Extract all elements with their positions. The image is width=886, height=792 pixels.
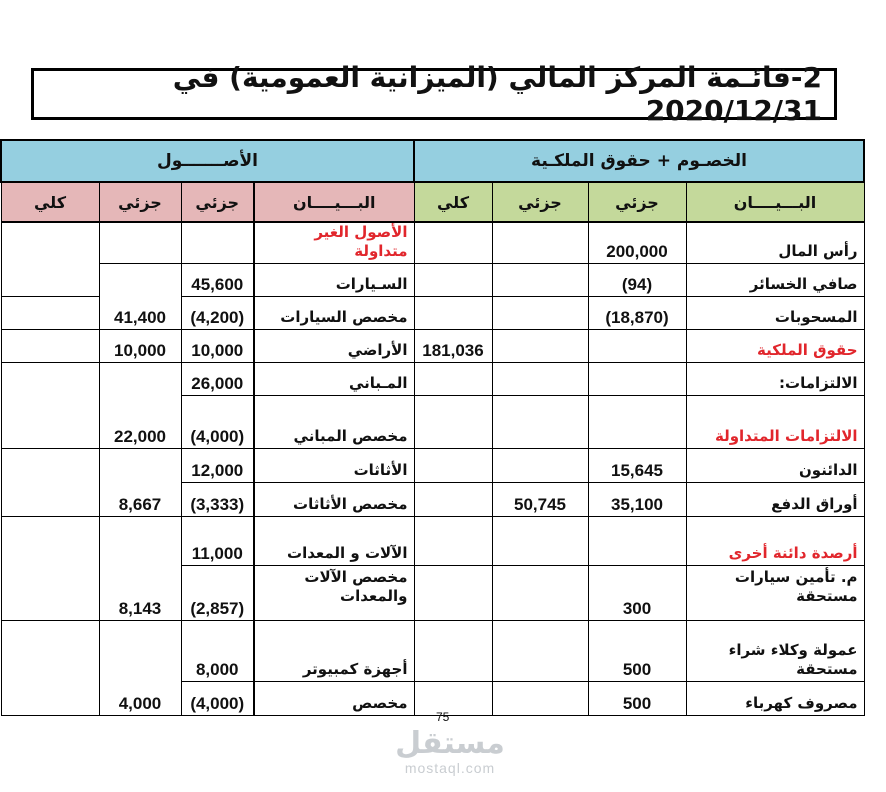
- liab-label-cell: رأس المال: [686, 222, 864, 264]
- table-row: [1, 449, 864, 483]
- asset-label-cell: الأصول الغير متداولة: [254, 222, 414, 264]
- liab-label-cell: م. تأمين سيارات مستحقة: [686, 566, 864, 621]
- liab-kolli-cell: [414, 682, 492, 716]
- asset-juzi1-cell: 26,000: [181, 363, 254, 396]
- liab-kolli-cell: [414, 517, 492, 566]
- asset-kolli-cell: [1, 297, 99, 330]
- liab-juzi2-cell: [492, 396, 588, 449]
- asset-juzi1-cell: (4,000): [181, 396, 254, 449]
- liab-kolli-cell: [414, 264, 492, 297]
- watermark-arabic: مستقل: [395, 726, 505, 761]
- liab-juzi1-cell: 500: [588, 621, 686, 682]
- asset-juzi1-cell: (4,000): [181, 682, 254, 716]
- liab-juzi1-cell: 300: [588, 566, 686, 621]
- liab-juzi1-cell: [588, 517, 686, 566]
- title-box: [31, 61, 837, 127]
- liab-label-cell: الالتزامات المتداولة: [686, 396, 864, 449]
- liab-label-cell: أرصدة دائنة أخرى: [686, 517, 864, 566]
- liab-juzi2-header: جزئي: [492, 182, 588, 222]
- asset-kolli-cell: [1, 517, 99, 621]
- asset-juzi1-cell: 45,600: [181, 264, 254, 297]
- asset-kolli-cell: [1, 330, 99, 363]
- liab-kolli-cell: 181,036: [414, 330, 492, 363]
- asset-label-cell: أجهزة كمبيوتر: [254, 621, 414, 682]
- asset-kolli-cell: [1, 621, 99, 716]
- liab-juzi2-cell: [492, 682, 588, 716]
- asset-juzi1-cell: 8,000: [181, 621, 254, 682]
- balance-sheet-table: [0, 139, 865, 716]
- liab-label-cell: الالتزامات:: [686, 363, 864, 396]
- column-header-row: [1, 182, 864, 222]
- asset-juzi2-cell: 10,000: [99, 330, 181, 363]
- table-row: [1, 517, 864, 566]
- liab-kolli-cell: [414, 297, 492, 330]
- asset-juzi1-cell: 10,000: [181, 330, 254, 363]
- asset-kolli-cell: [1, 222, 99, 297]
- liab-juzi1-cell: 500: [588, 682, 686, 716]
- asset-label-cell: الأثاثات: [254, 449, 414, 483]
- liab-juzi2-cell: 50,745: [492, 483, 588, 517]
- asset-juzi1-cell: (2,857): [181, 566, 254, 621]
- mostaql-watermark: [380, 728, 520, 776]
- asset-juzi2-cell: 8,143: [99, 517, 181, 621]
- liab-juzi2-cell: [492, 566, 588, 621]
- liab-juzi1-header: جزئي: [588, 182, 686, 222]
- section-header-row: [1, 140, 864, 182]
- liab-juzi1-cell: 15,645: [588, 449, 686, 483]
- table-row: [1, 330, 864, 363]
- asset-juzi1-cell: (4,200): [181, 297, 254, 330]
- asset-label-cell: المـباني: [254, 363, 414, 396]
- asset-label-cell: مخصص السيارات: [254, 297, 414, 330]
- liab-juzi1-cell: [588, 363, 686, 396]
- liab-juzi1-cell: [588, 396, 686, 449]
- liab-label-cell: صافي الخسائر: [686, 264, 864, 297]
- liab-juzi2-cell: [492, 621, 588, 682]
- asset-juzi1-cell: 11,000: [181, 517, 254, 566]
- asset-juzi2-cell: 41,400: [99, 264, 181, 330]
- asset-juzi2-cell: 8,667: [99, 449, 181, 517]
- liab-juzi2-cell: [492, 297, 588, 330]
- liab-label-cell: مصروف كهرباء: [686, 682, 864, 716]
- liab-label-cell: أوراق الدفع: [686, 483, 864, 517]
- liab-juzi2-cell: [492, 517, 588, 566]
- liab-kolli-cell: [414, 396, 492, 449]
- asset-juzi2-cell: 4,000: [99, 621, 181, 716]
- asset-label-cell: الأراضي: [254, 330, 414, 363]
- liab-bayan-header: البـــيــــان: [686, 182, 864, 222]
- asset-label-cell: مخصص المباني: [254, 396, 414, 449]
- liab-kolli-cell: [414, 566, 492, 621]
- liab-label-cell: الدائنون: [686, 449, 864, 483]
- liab-juzi2-cell: [492, 222, 588, 264]
- asset-label-cell: مخصص: [254, 682, 414, 716]
- liab-juzi2-cell: [492, 330, 588, 363]
- asset-bayan-header: البـــيــــان: [254, 182, 414, 222]
- asset-label-cell: السـيارات: [254, 264, 414, 297]
- asset-juzi2-cell: [99, 222, 181, 264]
- page-title: 2-قائـمة المركز المالي (الميزانية العمومية) في 2020/12/31: [172, 61, 822, 127]
- table-row: [1, 264, 864, 297]
- asset-juzi1-cell: [181, 222, 254, 264]
- liab-kolli-cell: [414, 449, 492, 483]
- watermark-latin: mostaql.com: [404, 760, 496, 776]
- liab-label-cell: حقوق الملكية: [686, 330, 864, 363]
- liab-juzi1-cell: (18,870): [588, 297, 686, 330]
- asset-juzi2-cell: 22,000: [99, 363, 181, 449]
- liab-kolli-cell: [414, 222, 492, 264]
- liab-juzi2-cell: [492, 264, 588, 297]
- liab-juzi1-cell: [588, 330, 686, 363]
- liab-juzi1-cell: 200,000: [588, 222, 686, 264]
- liabilities-header: الخصـوم + حقوق الملكـية: [414, 140, 864, 182]
- asset-kolli-cell: [1, 449, 99, 517]
- asset-juzi2-header: جزئي: [99, 182, 181, 222]
- asset-juzi1-header: جزئي: [181, 182, 254, 222]
- page-number: 75: [436, 710, 450, 724]
- asset-label-cell: مخصص الآلات والمعدات: [254, 566, 414, 621]
- assets-header: الأصـــــــول: [1, 140, 414, 182]
- liab-juzi2-cell: [492, 363, 588, 396]
- liab-kolli-cell: [414, 621, 492, 682]
- liab-kolli-cell: [414, 363, 492, 396]
- liab-juzi1-cell: 35,100: [588, 483, 686, 517]
- asset-juzi1-cell: (3,333): [181, 483, 254, 517]
- asset-label-cell: مخصص الأثاثات: [254, 483, 414, 517]
- asset-label-cell: الآلات و المعدات: [254, 517, 414, 566]
- liab-kolli-header: كلي: [414, 182, 492, 222]
- asset-juzi1-cell: 12,000: [181, 449, 254, 483]
- liab-juzi2-cell: [492, 449, 588, 483]
- table-row: [1, 363, 864, 396]
- liab-juzi1-cell: (94): [588, 264, 686, 297]
- asset-kolli-cell: [1, 363, 99, 449]
- liab-kolli-cell: [414, 483, 492, 517]
- table-row: [1, 621, 864, 682]
- liab-label-cell: المسحوبات: [686, 297, 864, 330]
- table-row: [1, 222, 864, 264]
- asset-kolli-header: كلي: [1, 182, 99, 222]
- liab-label-cell: عمولة وكلاء شراء مستحقة: [686, 621, 864, 682]
